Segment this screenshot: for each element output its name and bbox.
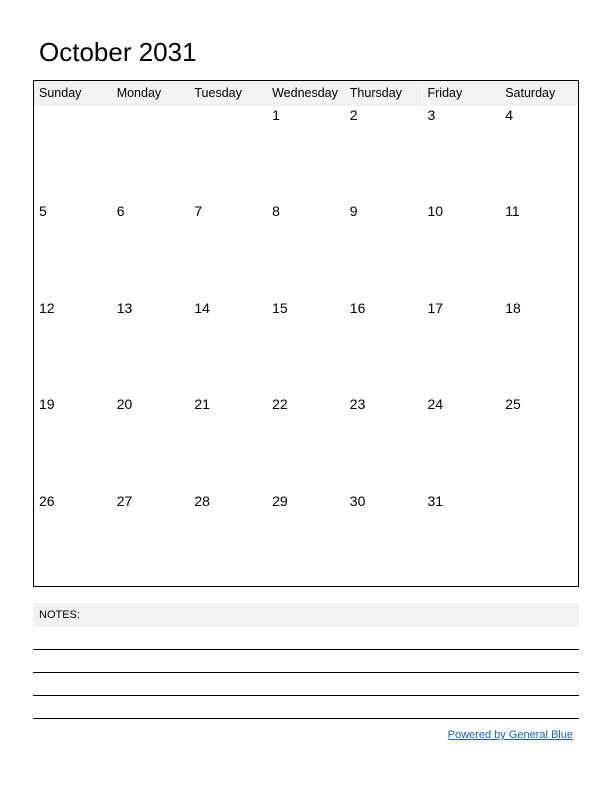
page-title: October 2031 xyxy=(39,37,197,67)
day-number: 29 xyxy=(272,492,288,509)
notes-line xyxy=(33,718,579,719)
day-number: 9 xyxy=(349,203,358,220)
day-number: 7 xyxy=(194,203,203,220)
day-cell xyxy=(345,395,423,491)
day-cell xyxy=(189,299,267,395)
weekday-tuesday: Tuesday xyxy=(189,81,267,106)
day-cell xyxy=(189,106,267,202)
day-number: 27 xyxy=(116,492,133,509)
day-number: 14 xyxy=(194,299,210,316)
day-cell xyxy=(267,492,345,588)
day-cell xyxy=(34,202,112,298)
day-number: 23 xyxy=(349,396,366,413)
day-number: 8 xyxy=(272,203,280,220)
day-number: 30 xyxy=(349,492,366,509)
day-cell xyxy=(500,106,578,202)
day-number: 31 xyxy=(427,492,444,509)
day-cell xyxy=(34,106,112,202)
notes-header: NOTES: xyxy=(33,603,579,627)
day-number: 17 xyxy=(427,299,444,316)
day-cell xyxy=(500,492,578,588)
day-cell xyxy=(112,299,190,395)
day-number: 1 xyxy=(272,107,280,123)
day-cell xyxy=(423,202,501,298)
day-number: 2 xyxy=(349,107,358,123)
day-number: 25 xyxy=(505,396,521,413)
weekday-sunday: Sunday xyxy=(34,81,112,106)
day-cell xyxy=(267,299,345,395)
day-cell xyxy=(500,395,578,491)
weekday-thursday: Thursday xyxy=(345,81,423,106)
day-cell xyxy=(267,106,345,202)
day-number: 5 xyxy=(39,203,47,220)
calendar-grid xyxy=(33,80,579,587)
weekday-header-row xyxy=(34,81,578,106)
day-number: 19 xyxy=(39,396,55,413)
day-cell xyxy=(345,106,423,202)
day-number: 22 xyxy=(272,396,288,413)
day-cell xyxy=(189,395,267,491)
day-cell xyxy=(34,395,112,491)
day-number: 11 xyxy=(505,203,520,220)
day-number: 10 xyxy=(427,203,444,220)
day-cell xyxy=(345,492,423,588)
day-cell xyxy=(267,395,345,491)
weekday-wednesday: Wednesday xyxy=(267,81,345,106)
weekday-saturday: Saturday xyxy=(500,81,578,106)
day-number: 26 xyxy=(39,492,55,509)
day-cell xyxy=(112,202,190,298)
day-cell xyxy=(112,492,190,588)
day-cell xyxy=(267,202,345,298)
notes-line xyxy=(33,695,579,696)
day-number: 3 xyxy=(427,107,436,123)
day-cell xyxy=(112,395,190,491)
day-cell xyxy=(345,299,423,395)
day-cell xyxy=(189,202,267,298)
day-number: 20 xyxy=(116,396,133,413)
day-cell xyxy=(34,492,112,588)
day-cell xyxy=(423,106,501,202)
day-cell xyxy=(423,492,501,588)
day-cell xyxy=(189,492,267,588)
day-number: 21 xyxy=(194,396,210,413)
day-cell xyxy=(112,106,190,202)
powered-by-link[interactable]: Powered by General Blue xyxy=(447,729,573,741)
notes-line xyxy=(33,649,579,650)
day-number: 12 xyxy=(39,299,55,316)
day-number: 4 xyxy=(505,107,513,123)
day-number: 6 xyxy=(116,203,125,220)
day-cell xyxy=(34,299,112,395)
notes-line xyxy=(33,672,579,673)
weekday-friday: Friday xyxy=(423,81,501,106)
day-cell xyxy=(423,299,501,395)
day-number: 28 xyxy=(194,492,210,509)
day-number: 24 xyxy=(427,396,444,413)
day-number: 13 xyxy=(116,299,133,316)
day-number: 15 xyxy=(272,299,288,316)
day-number: 16 xyxy=(349,299,366,316)
weekday-monday: Monday xyxy=(112,81,190,106)
day-cell xyxy=(500,202,578,298)
day-cell xyxy=(345,202,423,298)
day-cell xyxy=(500,299,578,395)
day-number: 18 xyxy=(505,299,521,316)
day-cell xyxy=(423,395,501,491)
